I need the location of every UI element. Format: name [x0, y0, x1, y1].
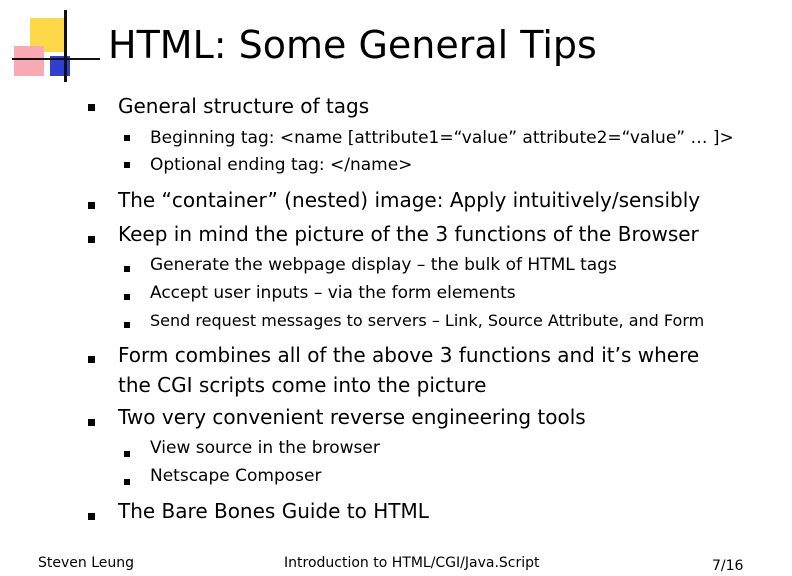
- sub-bullet-send-requests: Send request messages to servers – Link, Source Attribute, and Form: [150, 311, 705, 330]
- bullet-marker: [88, 104, 95, 111]
- footer-author: Steven Leung: [38, 555, 135, 571]
- bullet-marker: [88, 419, 95, 426]
- bullet-form-combines-line1: Form combines all of the above 3 functions and it’s where: [118, 343, 700, 367]
- bullet-bare-bones-guide: The Bare Bones Guide to HTML: [118, 499, 429, 523]
- sub-bullet-beginning-tag: Beginning tag: <name [attribute1=“value” attribute2=“value” … ]>: [150, 128, 734, 148]
- footer-page-number: 7/16: [712, 558, 744, 574]
- logo-horizontal-line: [12, 58, 100, 60]
- sub-bullet-marker: [124, 162, 130, 168]
- bullet-marker: [88, 513, 95, 520]
- sub-bullet-marker: [124, 135, 130, 141]
- bullet-general-structure: General structure of tags: [118, 94, 370, 118]
- bullet-three-functions: Keep in mind the picture of the 3 functions of the Browser: [118, 222, 699, 246]
- bullet-form-combines-line2: the CGI scripts come into the picture: [118, 373, 487, 397]
- bullet-marker: [88, 356, 95, 363]
- sub-bullet-marker: [124, 479, 130, 485]
- bullet-reverse-engineering: Two very convenient reverse engineering tools: [118, 405, 586, 429]
- sub-bullet-marker: [124, 266, 130, 272]
- slide-title: HTML: Some General Tips: [108, 23, 597, 67]
- sub-bullet-netscape-composer: Netscape Composer: [150, 466, 322, 486]
- sub-bullet-marker: [124, 451, 130, 457]
- bullet-marker: [88, 202, 95, 209]
- sub-bullet-marker: [124, 322, 130, 328]
- bullet-container-image: The “container” (nested) image: Apply intuitively/sensibly: [118, 188, 701, 212]
- bullet-marker: [88, 236, 95, 243]
- sub-bullet-view-source: View source in the browser: [150, 438, 380, 458]
- logo-vertical-line: [64, 10, 67, 82]
- sub-bullet-generate-display: Generate the webpage display – the bulk of HTML tags: [150, 255, 617, 275]
- sub-bullet-ending-tag: Optional ending tag: </name>: [150, 155, 413, 175]
- sub-bullet-marker: [124, 294, 130, 300]
- logo-pink-square: [14, 46, 44, 76]
- bullet-form-combines: [118, 340, 699, 400]
- footer-course: Introduction to HTML/CGI/Java.Script: [284, 555, 540, 571]
- sub-bullet-accept-inputs: Accept user inputs – via the form elements: [150, 283, 516, 303]
